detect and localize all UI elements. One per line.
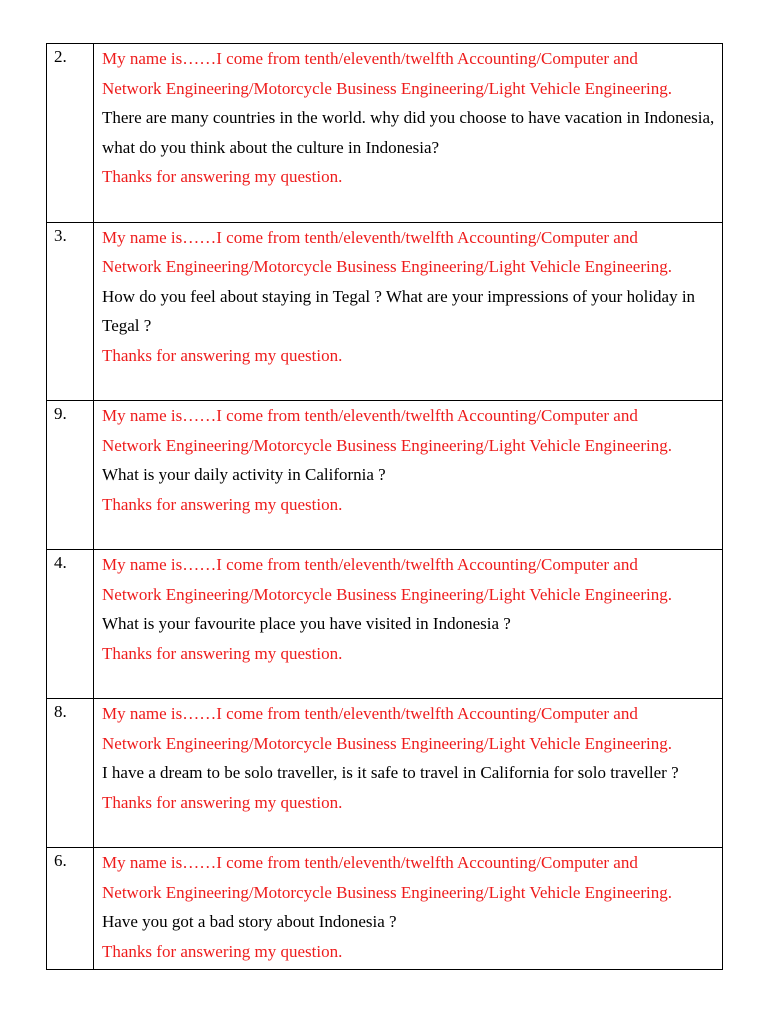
question-text: I have a dream to be solo traveller, is it safe to travel in California for solo traveller ?: [102, 763, 679, 782]
row-number-cell: [47, 550, 94, 699]
intro-line-1: My name is……I come from tenth/eleventh/twelfth Accounting/Computer and: [102, 406, 638, 425]
row-number-cell: [47, 699, 94, 848]
closing-text: Thanks for answering my question.: [102, 941, 343, 961]
row-content-cell: [94, 44, 723, 223]
intro-line-2: Network Engineering/Motorcycle Business Engineering/Light Vehicle Engineering.: [102, 257, 672, 276]
question-table: [46, 43, 723, 970]
closing-text: Thanks for answering my question.: [102, 643, 343, 663]
row-number-cell: [47, 401, 94, 550]
question-text: How do you feel about staying in Tegal ? What are your impressions of your holiday in Tegal ?: [102, 286, 696, 335]
intro-line-2: Network Engineering/Motorcycle Business Engineering/Light Vehicle Engineering.: [102, 882, 672, 902]
table-row: [47, 222, 723, 401]
closing-text: Thanks for answering my question.: [102, 167, 343, 186]
table-row: [47, 848, 723, 970]
table-row: [47, 44, 723, 223]
intro-line-2: Network Engineering/Motorcycle Business Engineering/Light Vehicle Engineering.: [102, 733, 672, 753]
row-number-cell: [47, 44, 94, 223]
row-number: 4.: [54, 553, 67, 572]
intro-line-2: Network Engineering/Motorcycle Business Engineering/Light Vehicle Engineering.: [102, 584, 672, 604]
question-text: What is your daily activity in California ?: [102, 465, 386, 484]
intro-line-1: My name is……I come from tenth/eleventh/twelfth Accounting/Computer and: [102, 227, 638, 247]
row-number-cell: [47, 848, 94, 970]
table-row: [47, 401, 723, 550]
row-number: 3.: [54, 225, 67, 245]
table-row: [47, 550, 723, 699]
row-number: 8.: [54, 702, 67, 721]
intro-line-1: My name is……I come from tenth/eleventh/twelfth Accounting/Computer and: [102, 853, 638, 872]
intro-line-1: My name is……I come from tenth/eleventh/twelfth Accounting/Computer and: [102, 49, 638, 68]
table-row: [47, 699, 723, 848]
question-text: What is your favourite place you have visited in Indonesia ?: [102, 614, 511, 633]
intro-line-2: Network Engineering/Motorcycle Business Engineering/Light Vehicle Engineering.: [102, 435, 672, 455]
row-number: 9.: [54, 404, 67, 423]
question-text: Have you got a bad story about Indonesia ?: [102, 912, 397, 931]
row-content-cell: [94, 550, 723, 699]
row-content-cell: [94, 222, 723, 401]
intro-line-1: My name is……I come from tenth/eleventh/twelfth Accounting/Computer and: [102, 555, 638, 574]
row-content-cell: [94, 699, 723, 848]
closing-text: Thanks for answering my question.: [102, 345, 343, 365]
row-number: 2.: [54, 47, 67, 66]
closing-text: Thanks for answering my question.: [102, 792, 343, 812]
row-content-cell: [94, 848, 723, 970]
row-content-cell: [94, 401, 723, 550]
row-number: 6.: [54, 851, 67, 870]
closing-text: Thanks for answering my question.: [102, 494, 343, 514]
intro-line-2: Network Engineering/Motorcycle Business Engineering/Light Vehicle Engineering.: [102, 78, 672, 98]
row-number-cell: [47, 222, 94, 401]
intro-line-1: My name is……I come from tenth/eleventh/twelfth Accounting/Computer and: [102, 704, 638, 723]
question-text: There are many countries in the world. why did you choose to have vacation in Indonesia, what do you think about the culture in Indonesia?: [102, 108, 715, 157]
